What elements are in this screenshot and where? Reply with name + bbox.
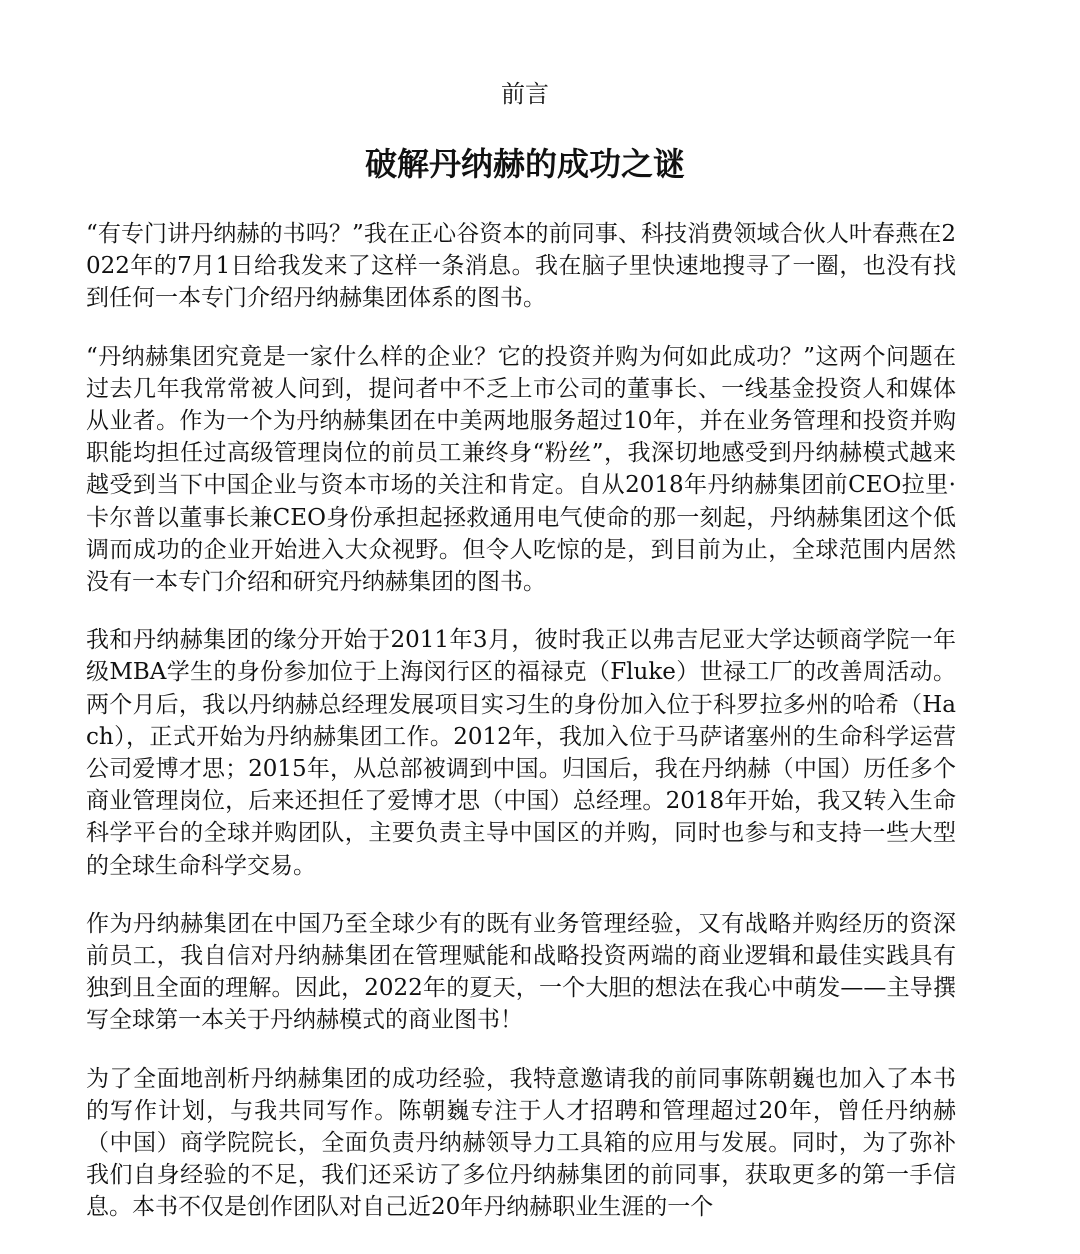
body-text (86, 218, 956, 1250)
chapter-title: 破解丹纳赫的成功之谜 (364, 145, 685, 183)
paragraph-2: “丹纳赫集团究竟是一家什么样的企业？它的投资并购为何如此成功？”这两个问题在过去几年我常常被人问到，提问者中不乏上市公司的董事长、一线基金投资人和媒体从业者。作为一个为丹纳赫集团在中美两地服务超过10年，并在业务管理和投资并购职能均担任过高级管理岗位的前员工兼终身“粉丝”，我深切地感受到丹纳赫模式越来越受到当下中国企业与资本市场的关注和肯定。自从2018年丹纳赫集团前CEO拉里·卡尔普以董事长兼CEO身份承担起拯救通用电气使命的那一刻起，丹纳赫集团这个低调而成功的企业开始进入大众视野。但令人吃惊的是，到目前为止，全球范围内居然没有一本专门介绍和研究丹纳赫集团的图书。 (86, 343, 956, 596)
paragraph-4: 作为丹纳赫集团在中国乃至全球少有的既有业务管理经验，又有战略并购经历的资深前员工，我自信对丹纳赫集团在管理赋能和战略投资两端的商业逻辑和最佳实践具有独到且全面的理解。因此，2022年的夏天，一个大胆的想法在我心中萌发——主导撰写全球第一本关于丹纳赫模式的商业图书！ (86, 910, 956, 1034)
paragraph-3: 我和丹纳赫集团的缘分开始于2011年3月，彼时我正以弗吉尼亚大学达顿商学院一年级MBA学生的身份参加位于上海闵行区的福禄克（Fluke）世禄工厂的改善周活动。两个月后，我以丹纳赫总经理发展项目实习生的身份加入位于科罗拉多州的哈希（Hach），正式开始为丹纳赫集团工作。2012年，我加入位于马萨诸塞州的生命科学运营公司爱博才思；2015年，从总部被调到中国。归国后，我在丹纳赫（中国）历任多个商业管理岗位，后来还担任了爱博才思（中国）总经理。2018年开始，我又转入生命科学平台的全球并购团队，主要负责主导中国区的并购，同时也参与和支持一些大型的全球生命科学交易。 (86, 627, 956, 879)
section-label: 前言 (501, 80, 549, 108)
paragraph-1: “有专门讲丹纳赫的书吗？”我在正心谷资本的前同事、科技消费领域合伙人叶春燕在2022年的7月1日给我发来了这样一条消息。我在脑子里快速地搜寻了一圈，也没有找到任何一本专门介绍丹纳赫集团体系的图书。 (86, 221, 956, 312)
paragraph-5: 为了全面地剖析丹纳赫集团的成功经验，我特意邀请我的前同事陈朝巍也加入了本书的写作计划，与我共同写作。陈朝巍专注于人才招聘和管理超过20年，曾任丹纳赫（中国）商学院院长，全面负责丹纳赫领导力工具箱的应用与发展。同时，为了弥补我们自身经验的不足，我们还采访了多位丹纳赫集团的前同事，获取更多的第一手信息。本书不仅是创作团队对自己近20年丹纳赫职业生涯的一个 (86, 1065, 956, 1221)
